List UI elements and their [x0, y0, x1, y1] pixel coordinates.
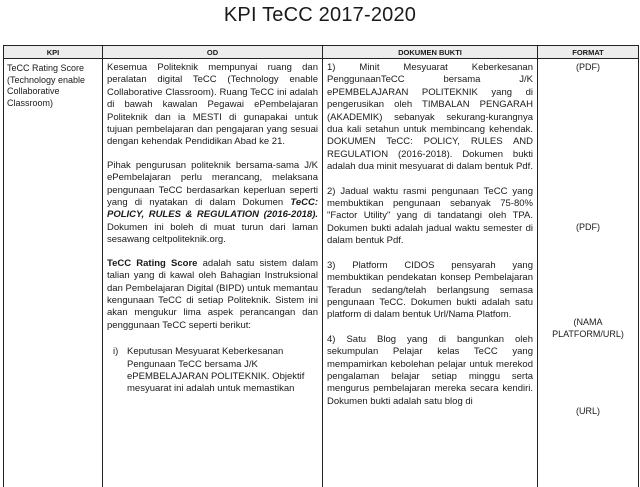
format-item-1: (PDF) [576, 62, 600, 72]
od-cell [103, 59, 323, 487]
table-row [4, 59, 639, 487]
kpi-table [3, 45, 639, 487]
dokumen-item-1: 1) Minit Mesyuarat Keberkesanan PenggunaanTeCC bersama J/K ePEMBELAJARAN POLITEKNIK yang di pengerusikan oleh TIMBALAN PENGARAH (AKADEMIK) sebanyak sekurang-kurangnya dua kali setahun untuk membincang kehendak. DOKUMEN TeCC: POLICY, RULES AND REGULATION (2016-2018). Dokumen bukti adalah dua minit mesyuarat di dalam bentuk Pdf. [327, 62, 533, 173]
header-kpi: KPI [4, 46, 103, 59]
od-paragraph-1: Kesemua Politeknik mempunyai ruang dan peralatan digital TeCC (Technology enable Collaborative Classroom). Ruang TeCC ini adalah di bawah kawalan Pegawai ePembelajaran Politeknik dan ia MESTI di gunapakai untuk tujuan pembelajaran dan pengajaran yang sesuai dengan kehendak Pendidikan Abad ke 21. [107, 62, 318, 148]
format-item-4: (URL) [576, 406, 600, 416]
format-item-3: (NAMA PLATFORM/URL) [552, 317, 624, 339]
list-item-number: i) [113, 346, 119, 358]
od-paragraph-2: Pihak pengurusan politeknik bersama-sama J/K ePembelajaran perlu merancang, melaksana pengunaan TeCC berdasarkan keperluan seperti yang di nyatakan di dalam Dokumen TeCC: POLICY, RULES & REGULATION (2016-2018). Dokumen ini boleh di muat turun dari laman sesawang celtpoliteknik.org. [107, 159, 318, 246]
kpi-cell: TeCC Rating Score (Technology enable Collaborative Classroom) [4, 59, 103, 487]
dokumen-item-4: 4) Satu Blog yang di bangunkan oleh sekumpulan Pelajar kelas TeCC yang mempamirkan kebolehan pelajar untuk merekod pengalaman belajar setiap minggu serta mengurus pembelajaran mereka secara kendiri. Dokumen bukti adalah satu blog di [327, 333, 533, 407]
dokumen-item-2: 2) Jadual waktu rasmi pengunaan TeCC yang membuktikan pengunaan sebanyak 75-80% "Factor Utility" yang di tandatangi oleh TPA. Dokumen bukti adalah jadual waktu semester di dalam bentuk Pdf. [327, 185, 533, 247]
table-header-row [4, 46, 639, 59]
od-paragraph-3: TeCC Rating Score adalah satu sistem dalam talian yang di kawal oleh Bahagian Instruksional dan Pembelajaran Digital (BIPD) untuk memantau kengunaan TeCC di setiap Politeknik. Sistem ini akan mengukur lima aspek perancangan dan penggunaan TeCC seperti berikut: [107, 257, 318, 331]
header-od: OD [103, 46, 323, 59]
header-dokumen-bukti: DOKUMEN BUKTI [323, 46, 538, 59]
format-cell [538, 59, 639, 487]
dokumen-item-3: 3) Platform CIDOS pensyarah yang membuktikan pendekatan konsep Pembelajaran Teradun sedang/telah berlangsung semasa pengunaan TeCC. Dokumen bukti adalah satu platform di dalam bentuk Url/Nama Platfom. [327, 259, 533, 321]
header-format: FORMAT [538, 46, 639, 59]
list-item-text: Keputusan Mesyuarat Keberkesanan Pengunaan TeCC bersama J/K ePEMBELAJARAN POLITEKNIK. Objektif mesyuarat ini adalah untuk memastikan [127, 346, 305, 395]
list-item [107, 346, 318, 396]
dokumen-bukti-cell [323, 59, 538, 487]
page-title: KPI TeCC 2017-2020 [223, 4, 417, 26]
format-item-2: (PDF) [576, 222, 600, 232]
